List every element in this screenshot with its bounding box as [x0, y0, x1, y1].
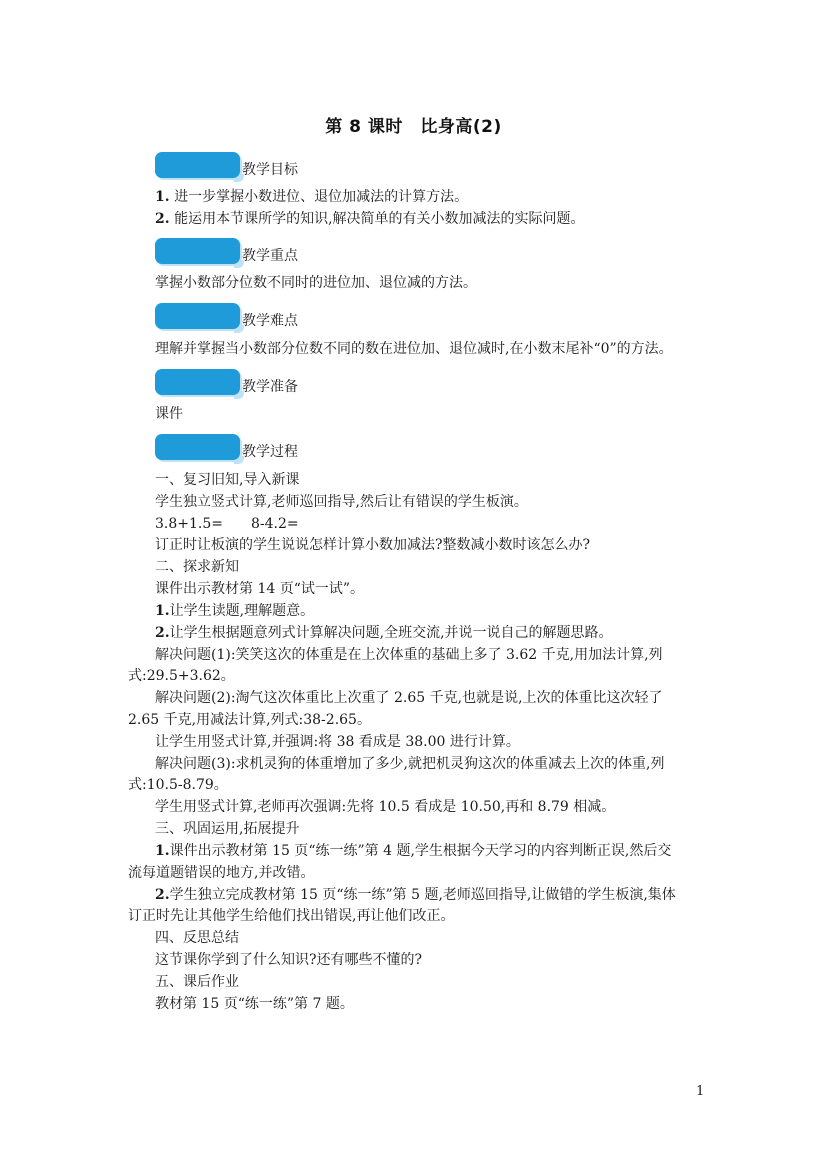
process-paragraph: 订正时让板演的学生说说怎样计算小数加减法?整数减小数时该怎么办?	[155, 537, 591, 553]
process-heading-2: 二、探求新知	[155, 559, 239, 575]
section-label-preparation: 教学准备	[242, 379, 298, 395]
section-label-key-points: 教学重点	[242, 248, 298, 264]
process-heading-4: 四、反思总结	[155, 930, 239, 946]
section-header-goals	[155, 152, 455, 184]
process-list-item: 2.学生独立完成教材第 15 页“练一练”第 5 题,老师巡回指导,让做错的学生板演,集体	[155, 887, 676, 903]
process-paragraph: 课件出示教材第 14 页“试一试”。	[155, 581, 365, 597]
process-paragraph: 解决问题(3):求机灵狗的体重增加了多少,就把机灵狗这次的体重减去上次的体重,列	[155, 756, 665, 772]
section-header-preparation	[155, 369, 455, 401]
process-paragraph: 流每道题错误的地方,并改错。	[128, 865, 315, 881]
process-paragraph: 解决问题(2):淘气这次体重比上次重了 2.65 千克,也就是说,上次的体重比这次轻了	[155, 690, 663, 706]
section-tab-decoration	[155, 238, 240, 264]
section-header-difficulties	[155, 303, 455, 335]
difficulties-text: 理解并掌握当小数部分位数不同的数在进位加、退位减时,在小数末尾补“0”的方法。	[155, 341, 673, 357]
process-paragraph: 2.65 千克,用减法计算,列式:38-2.65。	[128, 712, 371, 728]
goal-item-2: 2. 能运用本节课所学的知识,解决简单的有关小数加减法的实际问题。	[155, 211, 585, 227]
preparation-text: 课件	[155, 406, 183, 422]
process-list-item: 1.课件出示教材第 15 页“练一练”第 4 题,学生根据今天学习的内容判断正误,然后交	[155, 843, 672, 859]
goal-item-1: 1. 进一步掌握小数进位、退位加减法的计算方法。	[155, 189, 469, 205]
process-paragraph: 教材第 15 页“练一练”第 7 题。	[155, 996, 354, 1012]
process-heading-3: 三、巩固运用,拓展提升	[155, 821, 300, 837]
process-formula: 3.8+1.5= 8-4.2=	[155, 516, 299, 532]
process-heading-5: 五、课后作业	[155, 974, 239, 990]
section-header-process	[155, 434, 455, 466]
section-label-process: 教学过程	[242, 444, 298, 460]
process-heading-1: 一、复习旧知,导入新课	[155, 472, 300, 488]
process-paragraph: 式:29.5+3.62。	[128, 668, 235, 684]
page-title: 第 8 课时 比身高(2)	[325, 117, 502, 137]
page-number: 1	[696, 1084, 705, 1099]
section-tab-decoration	[155, 434, 240, 460]
process-paragraph: 这节课你学到了什么知识?还有哪些不懂的?	[155, 952, 423, 968]
process-paragraph: 式:10.5-8.79。	[128, 777, 228, 793]
process-paragraph: 订正时先让其他学生给他们找出错误,再让他们改正。	[128, 908, 455, 924]
process-paragraph: 学生独立竖式计算,老师巡回指导,然后让有错误的学生板演。	[155, 494, 528, 510]
process-paragraph: 让学生用竖式计算,并强调:将 38 看成是 38.00 进行计算。	[155, 734, 520, 750]
process-list-item: 1.让学生读题,理解题意。	[155, 603, 315, 619]
process-paragraph: 学生用竖式计算,老师再次强调:先将 10.5 看成是 10.50,再和 8.79 相减。	[155, 799, 616, 815]
key-points-text: 掌握小数部分位数不同时的进位加、退位减的方法。	[155, 275, 477, 291]
section-label-goals: 教学目标	[242, 162, 298, 178]
process-list-item: 2.让学生根据题意列式计算解决问题,全班交流,并说一说自己的解题思路。	[155, 625, 613, 641]
section-tab-decoration	[155, 303, 240, 329]
section-tab-decoration	[155, 369, 240, 395]
section-tab-decoration	[155, 152, 240, 178]
process-paragraph: 解决问题(1):笑笑这次的体重是在上次体重的基础上多了 3.62 千克,用加法计算,列	[155, 647, 663, 663]
section-header-key-points	[155, 238, 455, 270]
section-label-difficulties: 教学难点	[242, 313, 298, 329]
